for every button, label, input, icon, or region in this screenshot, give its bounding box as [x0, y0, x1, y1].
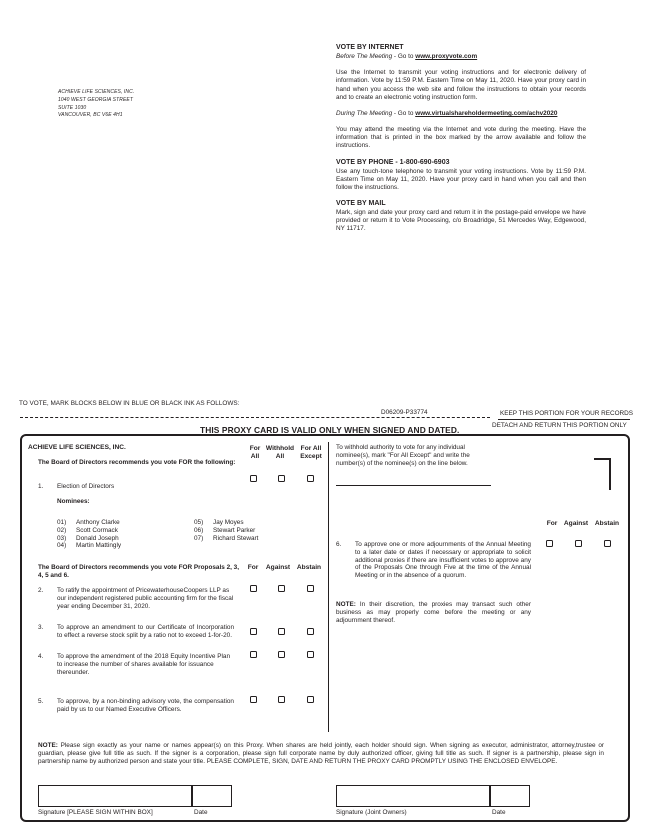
signing-note: NOTE: Please sign exactly as your name or names appear(s) on this Proxy. When shares are held jointly, each holder should sign. When signing as executor, administrator, attorney,trustee or guardian, please give full title as such. If the signer is a corporation, please sign full corporate name by duly authorized officer, giving full title as such. If signer is a partnership, please sign in partnership name by authorized person and state your title. PLEASE COMPLETE, SIGN, DATE AND RETURN THE PROXY CARD PROMPTLY USING THE ENCLOSED ENVELOPE.	[38, 742, 604, 765]
header-withhold-all: Withhold All	[265, 445, 295, 460]
item5-number: 5.	[38, 698, 44, 705]
address-city: VANCOUVER, BC V6E 4H1	[58, 112, 123, 119]
item3-abstain-checkbox[interactable]	[307, 628, 314, 635]
voting-instructions: VOTE BY INTERNET Before The Meeting - Go to www.proxyvote.com Use the Internet to transmit your voting instructions and for electronic delivery of information. Vote by 11:59 P.M. Eastern Time on May 11, 2020. Have your proxy card in hand when you access the web site and follow the instructions to obtain your records and to create an electronic voting instruction form. During The Meeting - Go to www.virtualshareholdermeeting.com/achv2020 You may attend the meeting via the Internet and vote during the meeting. Have the information that is printed in the box marked by the arrow available and follow the instructions. VOTE BY PHONE - 1-800-690-6903 Use any touch-tone telephone to transmit your voting instructions. Vote by 11:59 P.M. Eastern Time on May 11, 2020. Have your proxy card in hand when you call and then follow the instructions. VOTE BY MAIL Mark, sign and date your proxy card and return it in the postage-paid envelope we have provided or return it to Vote Processing, c/o Broadridge, 51 Mercedes Way, Edgewood, NY 11717.	[336, 44, 586, 233]
control-code: D06209-P33774	[378, 409, 431, 417]
joint-date-box[interactable]	[490, 785, 530, 807]
item5-against-checkbox[interactable]	[278, 696, 285, 703]
phone-title: VOTE BY PHONE - 1-800-690-6903	[336, 158, 450, 166]
virtual-meeting-link[interactable]: www.virtualshareholdermeeting.com/achv2020	[415, 109, 558, 117]
header-against: Against	[265, 564, 291, 571]
return-address	[58, 89, 134, 120]
date-label: Date	[194, 809, 208, 816]
nominee-row: 05) Jay Moyes	[194, 519, 244, 526]
mail-text: Mark, sign and date your proxy card and return it in the postage-paid envelope we have provided or return it to Vote Processing, c/o Broadridge, 51 Mercedes Way, Edgewood, NY 11717.	[336, 209, 586, 233]
nominees-right-list	[194, 519, 258, 542]
arrow-box-corner	[594, 458, 611, 490]
mail-title: VOTE BY MAIL	[336, 200, 386, 208]
address-suite: SUITE 1030	[58, 104, 87, 111]
joint-signature-box[interactable]	[336, 785, 490, 807]
item5-for-checkbox[interactable]	[250, 696, 257, 703]
header-for-all-except: For All Except	[300, 445, 322, 460]
keep-divider	[498, 419, 630, 420]
item3-text: To approve an amendment to our Certificate of Incorporation to effect a reverse stock split by a ratio not to exceed 1-for-20.	[57, 624, 234, 639]
card-company: ACHIEVE LIFE SCIENCES, INC.	[28, 444, 126, 451]
item5-text: To approve, by a non-binding advisory vote, the compensation paid by us to our Named Executive Officers.	[57, 698, 234, 713]
before-meeting-label: Before The Meeting	[336, 52, 393, 60]
item6-for-checkbox[interactable]	[546, 540, 553, 547]
card-column-divider	[328, 442, 329, 732]
item2-against-checkbox[interactable]	[278, 585, 285, 592]
item2-for-checkbox[interactable]	[250, 585, 257, 592]
nominees-left-list	[57, 519, 121, 550]
item4-text: To approve the amendment of the 2018 Equity Incentive Plan to increase the number of shares available for issuance thereunder.	[57, 653, 231, 676]
discretion-note: NOTE: In their discretion, the proxies may transact such other business as may properly come before the meeting or any adjournment thereof.	[336, 601, 531, 624]
nominee-row: 02) Scott Cormack	[57, 526, 118, 534]
item2-text: To ratify the appointment of PricewaterhouseCoopers LLP as our independent registered public accounting firm for the fiscal year ending December 31, 2020.	[57, 587, 234, 610]
checkbox-withhold-all[interactable]	[278, 475, 285, 482]
item2-number: 2.	[38, 587, 44, 594]
item5-abstain-checkbox[interactable]	[307, 696, 314, 703]
mark-instructions: TO VOTE, MARK BLOCKS BELOW IN BLUE OR BLACK INK AS FOLLOWS:	[19, 400, 240, 407]
item3-for-checkbox[interactable]	[250, 628, 257, 635]
joint-signature-label: Signature (Joint Owners)	[336, 809, 407, 816]
phone-text: Use any touch-tone telephone to transmit your voting instructions. Vote by 11:59 P.M. Eastern Time on May 11, 2020. Have your proxy card in hand when you call and then follow the instructions.	[336, 167, 586, 191]
item6-abstain-checkbox[interactable]	[604, 540, 611, 547]
nominees-label: Nominees:	[57, 498, 90, 505]
nominee-row: 07) Richard Stewart	[194, 534, 259, 542]
item3-against-checkbox[interactable]	[278, 628, 285, 635]
signature-label: Signature [PLEASE SIGN WITHIN BOX]	[38, 809, 153, 816]
during-meeting-label: During The Meeting	[336, 109, 393, 117]
item1-number: 1.	[38, 483, 44, 490]
item4-against-checkbox[interactable]	[278, 651, 285, 658]
checkbox-for-all-except[interactable]	[307, 475, 314, 482]
item6-text: To approve one or more adjournments of the Annual Meeting to a later date or dates if necessary or appropriate to solicit additional proxies if there are insufficient votes to approve any of the Proposals One through Five at the time of the Annual Meeting or in the absence of a quorum.	[355, 541, 531, 580]
nominee-row: 03) Donald Joseph	[57, 534, 119, 542]
item6-against-checkbox[interactable]	[575, 540, 582, 547]
signature-box[interactable]	[38, 785, 192, 807]
internet-text: Use the Internet to transmit your voting instructions and for electronic delivery of information. Vote by 11:59 P.M. Eastern Time on May 11, 2020. Have your proxy card in hand when you access the web site and follow the instructions to obtain your records and to create an electronic voting instruction form.	[336, 69, 586, 101]
detach-line	[20, 417, 490, 418]
keep-portion-label: KEEP THIS PORTION FOR YOUR RECORDS	[500, 410, 634, 417]
header-abstain: Abstain	[296, 564, 322, 571]
nominee-row: 04) Martin Mattingly	[57, 542, 122, 550]
item4-number: 4.	[38, 653, 44, 660]
internet-title: VOTE BY INTERNET	[336, 44, 404, 51]
detach-portion-label: DETACH AND RETURN THIS PORTION ONLY	[492, 422, 627, 429]
header-for-right: For	[546, 520, 558, 527]
board-recommendation-2: The Board of Directors recommends you vote FOR Proposals 2, 3, 4, 5 and 6.	[38, 564, 239, 579]
header-abstain-right: Abstain	[594, 520, 620, 527]
address-company: ACHIEVE LIFE SCIENCES, INC.	[58, 89, 135, 95]
nominee-write-in-line[interactable]	[336, 485, 491, 486]
board-recommendation-1: The Board of Directors recommends you vote FOR the following:	[38, 459, 236, 466]
date-box[interactable]	[192, 785, 232, 807]
item1-text: Election of Directors	[57, 483, 115, 490]
header-for-all: For All	[249, 445, 261, 460]
joint-date-label: Date	[492, 809, 506, 816]
nominee-row: 01) Anthony Clarke	[57, 519, 120, 526]
withhold-instructions: To withhold authority to vote for any individual nominee(s), mark "For All Except" and write the number(s) of the nominee(s) on the line below.	[336, 444, 470, 467]
item2-abstain-checkbox[interactable]	[307, 585, 314, 592]
nominee-row: 06) Stewart Parker	[194, 526, 256, 534]
checkbox-for-all[interactable]	[250, 475, 257, 482]
address-street: 1040 WEST GEORGIA STREET	[58, 96, 134, 103]
item4-abstain-checkbox[interactable]	[307, 651, 314, 658]
header-for: For	[247, 564, 259, 571]
item6-number: 6.	[336, 541, 342, 548]
valid-notice: THIS PROXY CARD IS VALID ONLY WHEN SIGNED AND DATED.	[200, 425, 460, 435]
proxyvote-link[interactable]: www.proxyvote.com	[415, 52, 478, 60]
header-against-right: Against	[563, 520, 589, 527]
item4-for-checkbox[interactable]	[250, 651, 257, 658]
during-text: You may attend the meeting via the Internet and vote during the meeting. Have the information that is printed in the box marked by the arrow available and follow the instructions.	[336, 126, 586, 150]
item3-number: 3.	[38, 624, 44, 631]
